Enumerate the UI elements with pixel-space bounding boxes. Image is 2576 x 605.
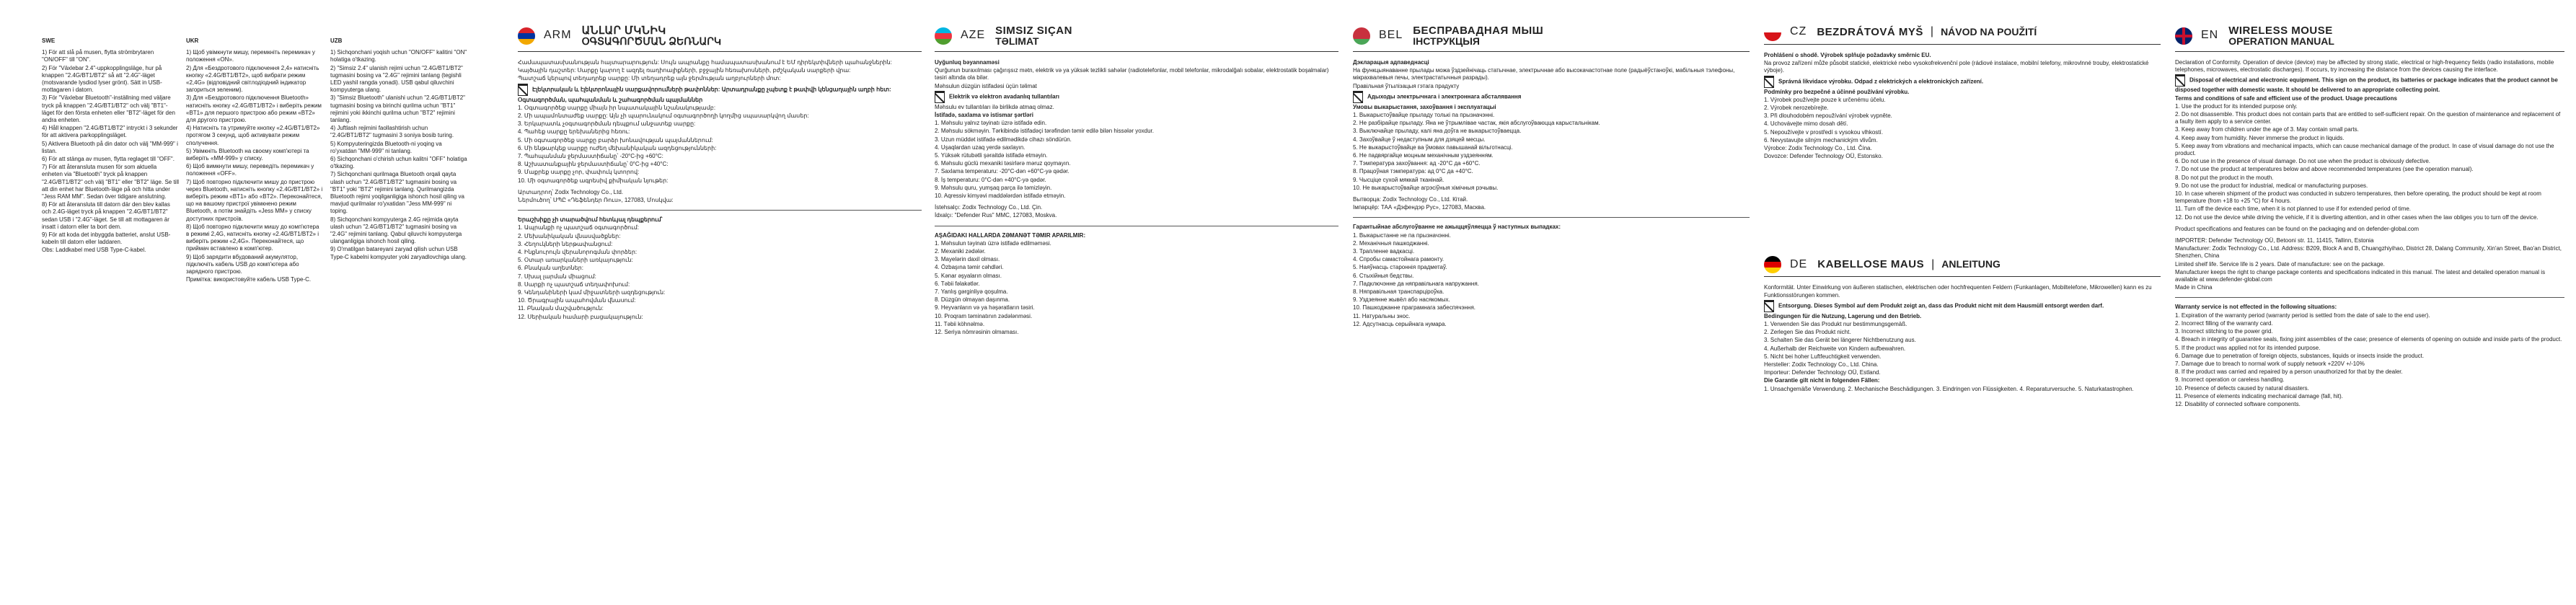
swe-title: SWE	[42, 37, 56, 44]
uk-flag-icon	[2175, 27, 2192, 45]
bel-lines	[1353, 59, 1750, 328]
crossed-bin-icon	[1353, 91, 1363, 103]
cz-line: 1. Výrobek používejte pouze k určenému účelu.	[1764, 96, 1886, 103]
arm-line: 5. Օտար առարկաների առկայություն:	[518, 257, 633, 264]
de-subtitle: ANLEITUNG	[1941, 258, 2001, 270]
bel-line: 4. Спробы самастойнага рамонту.	[1353, 256, 1444, 263]
ukr-line: 8) Щоб повторно підключити мишу до комп'ютера в режимі 2,4G, натисніть кнопку «2.4G/BT1/BT2» і виберіть режим «2,4G». Переконайтеся, що приймач вставлено в комп'ютер.	[186, 223, 319, 252]
swe-line: 9) För att koda det inbyggda batteriet, anslut USB-kabeln till datorn eller laddaren.	[42, 231, 171, 246]
bel-line: 2. Не разбірайце прыладу. Яна не ўтрымлівае частак, якія абслугоўваюцца карыстальнікам.	[1353, 120, 1600, 127]
en-line: Limited shelf life. Service life is 2 years. Date of manufacture: see on the package.	[2175, 260, 2385, 268]
cz-line: 2. Výrobek nerozebírejte.	[1764, 105, 1829, 112]
aze-line: 4. Özbaşına təmir cəhdləri.	[935, 264, 1004, 271]
bel-line: 3. Выключайце прыладу, калі яна доўга не выкарыстоўваецца.	[1353, 128, 1522, 135]
bel-line: На функцыянаванне прылады можа ўздзейнічаць статычнае, электрычнае або высокачастотнае поле (радыёўстаноўкі, мабільныя тэлефоны, мікрахвалевыя печы, электрастатычныя разрады).	[1353, 67, 1735, 81]
aze-line: AŞAĞIDAKI HALLARDA ZƏMANƏT TƏMIR APARILMIR:	[935, 231, 1086, 239]
en-line: Made in China	[2175, 284, 2213, 291]
uzb-lines	[330, 49, 467, 261]
de-line: Bedingungen für die Nutzung, Lagerung und den Betrieb.	[1764, 312, 1922, 319]
bel-title: БЕСПРАВАДНАЯ МЫШ	[1413, 24, 1544, 37]
arm-line: 2. Մեխանիկական վնասվածքներ:	[518, 232, 621, 239]
cz-line: Prohlášení o shodě. Výrobek splňuje požadavky směrnic EU.	[1764, 52, 1931, 58]
aze-column	[935, 0, 1338, 605]
arm-column	[518, 0, 922, 605]
swe-line: 4) Håll knappen "2.4G/BT1/BT2" intryckt i 3 sekunder för att aktivera parkopplingsläget.	[42, 125, 178, 139]
ukr-line: 1) Щоб увімкнути мишу, перемкніть перемикач у положення «ON».	[186, 49, 315, 63]
en-line: 6. Damage due to penetration of foreign objects, substances, liquids or insects inside the product.	[2175, 352, 2425, 359]
aze-line: Məhsulu ev tullantıları ilə birlikdə atmaq olmaz.	[935, 103, 1054, 110]
bel-line: 5. Не выкарыстоўвайце ва ўмовах павышанай вільготнасці.	[1353, 143, 1513, 151]
uzb-line: 2) "Simsiz 2.4" ulanish rejimi uchun "2.4G/BT1/BT2" tugmasini bosing va "2.4G" rejimini tanlang (tegishli LED yashil rangda yonadi). USB qabul qiluvchini kompyuterga ulang.	[330, 64, 463, 94]
cz-line: 6. Nevystavujte silným mechanickým vlivům.	[1764, 136, 1878, 143]
bel-line: Дэкларацыя адпаведнасці	[1353, 59, 1429, 66]
de-line: Entsorgung. Dieses Symbol auf dem Produkt zeigt an, dass das Produkt nicht mit dem Hausmüll entsorgt werden darf.	[1764, 300, 2161, 312]
uzb-title: UZB	[330, 37, 343, 44]
aze-line: 3. Mayelərin daxil olması.	[935, 256, 1000, 263]
arm-line: 11. Բնական մաշվածություն:	[518, 305, 604, 312]
de-lines	[1764, 284, 2161, 392]
arm-line: 1. Օգտագործեք սարքը միայն իր նպատակային նշանակությամբ:	[518, 104, 716, 111]
aze-line: 2. Mexaniki zədələr.	[935, 248, 986, 255]
cz-line: Správná likvidace výrobku. Odpad z elektrických a elektronických zařízení.	[1764, 76, 2161, 88]
arm-line: 3. Հեղուկների ներթափանցում:	[518, 240, 613, 247]
arm-line: Երաշխիքը չի տարածվում հետևյալ դեպքերում՝	[518, 216, 663, 224]
ukr-title: UKR	[186, 37, 199, 44]
en-line: Declaration of Conformity. Operation of device (device) may be affected by strong static, electrical or high-frequency fields (radio installations, mobile telephones, microwaves, electrostatic discharges). If occurs, try increasing the distance from the devices causing the interface.	[2175, 59, 2554, 74]
en-line: 12. Disability of connected software components.	[2175, 400, 2301, 407]
aze-line: 5. Yüksək rütubətli şəraitdə istifadə etməyin.	[935, 152, 1048, 159]
aze-line: 7. Yanlış gərginliyə qoşulma.	[935, 288, 1008, 296]
bel-line: 6. Стыхійныя бедствы.	[1353, 272, 1414, 279]
arm-line: 8. Աշխատանքային ջերմաստիճանը՝ 0°C-ից +40°C:	[518, 161, 669, 168]
en-subtitle: OPERATION MANUAL	[2228, 35, 2334, 47]
aze-line: 10. Aqressiv kimyəvi maddələrdən istifadə etməyin.	[935, 193, 1066, 200]
cz-line: 4. Uchovávejte mimo dosah dětí.	[1764, 120, 1848, 128]
swe-line: 2) För "Växlebar 2.4"-uppkopplingsläge, hur på knappen "2.4G/BT1/BT2" så att "2.4G"-läget (motsvarande lysdiod lyser grönt). Sätt in USB-mottagaren i datorn.	[42, 64, 162, 94]
de-separator: |	[1931, 257, 1935, 270]
aze-line: Məhsulun düzgün istifadəsi üçün təlimat	[935, 82, 1037, 89]
arm-line: 9. Մաքրեք սարքը չոր, փափուկ կտորով:	[518, 169, 640, 176]
en-line: 6. Do not use in the presence of visual damage. Do not use when the product is obviously defective.	[2175, 158, 2430, 165]
bel-line: 7. Падключэнне да няправільнага напружання.	[1353, 280, 1479, 287]
en-header	[2175, 20, 2564, 52]
aze-line: 1. Məhsulun təyinatı üzrə istifadə edilməməsi.	[935, 239, 1051, 247]
ukr-line: 5) Увімкніть Bluetooth на своєму комп'ютері та виберіть «MM-999» у списку.	[186, 147, 309, 162]
aze-line: 9. Heyvanların və ya həşəratların təsiri.	[935, 304, 1035, 312]
de-code: DE	[1790, 257, 1808, 270]
arm-line: 8. Սարքի ոչ պատշաճ տեղափոխում:	[518, 281, 630, 288]
cz-line: Na provoz zařízení může působit statické, elektrické nebo vysokofrekvenční pole (rádiové instalace, mobilní telefony, mikrovlnné trouby, elektrostatické výboje).	[1764, 60, 2149, 74]
arm-line: 4. Ինքնուրույն վերանորոգման փորձեր:	[518, 249, 638, 256]
bel-line: Гарантыйнае абслугоўванне не ажыццяўляецца ў наступных выпадках:	[1353, 224, 1561, 231]
uzb-line: 5) Kompyuteringizda Bluetooth-ni yoqing va ro'yxatdan "MM-999" ni tanlang.	[330, 140, 442, 154]
bel-line: 11. Натуральны знос.	[1353, 312, 1411, 319]
aze-line: 3. Uzun müddət istifadə edilmədikdə cihazı söndürün.	[935, 136, 1072, 143]
swe-line: 1) För att slå på musen, flytta strömbrytaren "ON/OFF" till "ON".	[42, 49, 154, 63]
en-divider	[2175, 297, 2564, 298]
arm-line: Համապատասխանության հայտարարություն: Սույն ապրանքը համապատասխանում է ԵՄ դիրեկտիվների պահանջներին:	[518, 59, 892, 66]
en-line: 11. Turn off the device each time, when it is not planned to use if for extended period of time.	[2175, 206, 2412, 213]
bel-line: 9. Уздзеянне жывёл або насякомых.	[1353, 296, 1450, 304]
bel-line: 1. Выкарыстанне не па прызначэнні.	[1353, 231, 1451, 239]
cz-title: BEZDRÁTOVÁ MYŠ	[1817, 26, 1923, 38]
ukr-column	[186, 37, 323, 605]
en-title: WIRELESS MOUSE	[2228, 24, 2333, 37]
aze-line: Qurğunun buraxılması çağırışsız mətn, elektrik və ya yüksək tezlikli sahələr (radiotelefonlar, mobil telefonlar, mikrodalğalı sobalar, elektrostatik boşalmalar) təsiri altında ola bilər.	[935, 67, 1329, 81]
arm-line: 10. Մի օգտագործեք ագրեսիվ քիմիական նյութեր:	[518, 177, 669, 184]
arm-line: 9. Կենդանիների կամ միջատների ազդեցություն:	[518, 289, 666, 296]
aze-line: İstehsalçı: Zodix Technology Co., Ltd. Çin.	[935, 204, 1043, 211]
en-line: 3. Incorrect stitching to the power grid.	[2175, 328, 2273, 335]
aze-line: 11. Təbii köhnəlmə.	[935, 320, 985, 327]
czech-flag-icon	[1764, 24, 1781, 41]
arm-title: ԱՆԼԱՐ ՄԿՆԻԿ	[581, 24, 666, 37]
de-line: Die Garantie gilt nicht in folgenden Fällen:	[1764, 377, 1880, 384]
uzb-line: 8) Sichqonchani kompyuterga 2.4G rejimida qayta ulash uchun "2.4G/BT1/BT2" tugmasini bosing va "2.4G" rejimini tanlang. Qabul qiluvchi kompyuterga ulanganligiga ishonch hosil qiling.	[330, 216, 462, 245]
swe-column	[42, 37, 179, 605]
en-line: Disposal of electrical and electronic equipment. This sign on the product, its batteries or package indicates that the product cannot be disposed together with domestic waste. It should be delivered to an appropriate collecting point.	[2175, 74, 2564, 94]
arm-line: 5. Մի օգտագործեք սարքը բարձր խոնավության պայմաններում:	[518, 136, 713, 143]
de-line: 1. Unsachgemäße Verwendung. 2. Mechanische Beschädigungen. 3. Eindringen von Flüssigkeiten. 4. Reparaturversuche. 5. Naturkatastrophen.	[1764, 385, 2134, 392]
arm-line: 2. Մի ապամոնտաժեք սարքը: Այն չի պարունակում օգտագործողի կողմից սպասարկվող մասեր:	[518, 112, 809, 120]
bel-line: 9. Чысціце сухой мяккай тканінай.	[1353, 176, 1444, 183]
bel-line: 7. Тэмпература захоўвання: ад -20°C да +60°C.	[1353, 160, 1481, 167]
bel-line: 1. Выкарыстоўвайце прыладу толькі па прызначэнні.	[1353, 112, 1495, 119]
de-line: 4. Außerhalb der Reichweite von Kindern aufbewahren.	[1764, 345, 1906, 352]
bel-line: 6. Не падвяргайце моцным механічным уздзеянням.	[1353, 152, 1494, 159]
arm-code: ARM	[544, 29, 572, 42]
arm-line: 4. Պահեք սարքը երեխաներից հեռու:	[518, 128, 630, 136]
en-lines	[2175, 59, 2564, 408]
bel-line: 4. Захоўвайце ў недаступным для дзяцей месцы.	[1353, 136, 1486, 143]
arm-header	[518, 20, 922, 52]
aze-line: 2. Məhsulu sökməyin. Tərkibində istifadəçi tərəfindən təmir edilə bilən hissələr yoxdur.	[935, 128, 1155, 135]
cz-line: Dovozce: Defender Technology OÜ, Estonsko.	[1764, 153, 1883, 160]
bel-subtitle: ІНСТРУКЦЫЯ	[1413, 35, 1480, 47]
aze-lines	[935, 59, 1338, 336]
de-line: 3. Schalten Sie das Gerät bei längerer Nichtbenutzung aus.	[1764, 337, 1916, 344]
en-line: Terms and conditions of safe and efficient use of the product. Usage precautions	[2175, 94, 2397, 102]
arm-line: 1. Ապրանքի ոչ պատշաճ օգտագործում:	[518, 224, 640, 231]
swe-line: Obs: Laddkabel med USB Type-C-kabel.	[42, 247, 146, 254]
de-line: Hersteller: Zodix Technology Co., Ltd. China.	[1764, 361, 1879, 368]
bel-line: 8. Працоўная тэмпература: ад 0°C да +40°C.	[1353, 168, 1473, 175]
cz-line: 3. Při dlouhodobém nepoužívání výrobek vypněte.	[1764, 112, 1892, 120]
en-line: IMPORTER: Defender Technology OÜ, Betooni str. 11, 11415, Tallinn, Estonia	[2175, 237, 2374, 244]
bel-line: Вытворца: Zodix Technology Co., Ltd. Кітай.	[1353, 196, 1468, 203]
aze-subtitle: TƏLIMAT	[995, 35, 1039, 47]
bel-line: Адыходы электрычнага і электроннага абсталявання	[1353, 91, 1750, 103]
uzb-line: 3) "Simsiz Bluetooth" ulanishi uchun "2.4G/BT1/BT2" tugmasini bosing va birinchi qurilma uchun "BT1" rejimini yoki ikkinchi qurilma uchun "BT2" rejimini tanlang.	[330, 94, 466, 124]
swe-line: 8) För att återansluta till datorn där den blev kallas och 2.4G-läget tryck på knappen "2.4G/BT1/BT2" sedan USB i "2.4G"-läget. Se till att mottagaren är insatt i datorn eller ta bort dem.	[42, 201, 170, 230]
en-line: Warranty service is not effected in the following situations:	[2175, 304, 2337, 311]
azerbaijan-flag-icon	[935, 27, 952, 45]
bel-line: 5. Наяўнасць староннія прадметаў.	[1353, 264, 1447, 271]
aze-title: SIMSIZ SIÇAN	[995, 24, 1072, 37]
ukr-line: Примітка: використовуйте кабель USB Type-C.	[186, 276, 312, 283]
arm-line: Պատշաճ կերպով տեղադրեք սարքը: Մի տեղադրեք այն ջերմության աղբյուրների մոտ:	[518, 75, 781, 82]
en-line: 9. Incorrect operation or careless handling.	[2175, 376, 2285, 384]
arm-line: Էլեկտրական և էլեկտրոնային սարքավորումների թափոններ: Արտադրանքը չպետք է թափվի կենցաղային աղբի հետ:	[518, 84, 922, 96]
uzb-line: 9) O'rnatilgan batareyani zaryad qilish uchun USB Type-C kabelni kompyuter yoki zaryadlovchiga ulang.	[330, 246, 467, 260]
aze-line: 5. Kənar əşyaların olması.	[935, 272, 1002, 279]
arm-subtitle: ՕԳՏԱԳՈՐԾՄԱՆ ՁԵՌՆԱՐԿ	[581, 35, 722, 47]
arm-line: 10. Ծրագրային ապահովման վնասում:	[518, 297, 636, 304]
uzb-line: 4) Juftlash rejimini faollashtirish uchun "2.4G/BT1/BT2" tugmasini 3 soniya bosib turing.	[330, 125, 454, 139]
bel-line: 2. Механічныя пашкоджанні.	[1353, 239, 1429, 247]
arm-line: 12. Սերիական համարի բացակայություն:	[518, 313, 643, 320]
ukr-line: 7) Щоб повторно підключити мишу до пристрою через Bluetooth, натисніть кнопку «2.4G/BT1/BT2» і виберіть режим «BT1» або «BT2». Переконайтеся, що на вашому пристрої увімкнено режим Bluetooth, а потім знайдіть «Jess MM» у списку доступних пристроїв.	[186, 178, 323, 222]
aze-line: Elektrik və elektron avadanlıq tullantıları	[935, 91, 1338, 103]
bel-column	[1353, 0, 1750, 605]
en-line: 10. Presence of defects caused by natural disasters.	[2175, 384, 2309, 392]
bel-line: 8. Няправільная транспарціроўка.	[1353, 288, 1444, 296]
aze-line: 7. Saxlama temperaturu: -20°C-dən +60°C-yə qədər.	[935, 168, 1069, 175]
en-line: 9. Do not use the product for industrial, medical or manufacturing purposes.	[2175, 182, 2368, 189]
en-line: 12. Do not use the device while driving the vehicle, if it is diverting attention, and in other cases when the law obliges you to turn off the device.	[2175, 213, 2538, 221]
crossed-bin-icon	[1764, 76, 1774, 88]
uzb-column	[330, 37, 467, 605]
cz-separator: |	[1930, 25, 1934, 38]
cz-header	[1764, 20, 2161, 45]
de-header	[1764, 252, 2161, 277]
cz-line: 5. Nepoužívejte v prostředí s vysokou vlhkostí.	[1764, 128, 1883, 136]
arm-lines	[518, 59, 922, 321]
aze-line: 1. Məhsulu yalnız təyinatı üzrə istifadə edin.	[935, 120, 1047, 127]
aze-line: 10. Proqram təminatının zədələnməsi.	[935, 312, 1033, 319]
swe-lines	[42, 49, 179, 254]
aze-line: 6. Təbii fəlakətlər.	[935, 280, 980, 287]
en-column	[2175, 0, 2564, 605]
arm-line: Ներմուծող՝ ՍՊԸ «Դեֆենդեր Ռուս», 127083, Մոսկվա:	[518, 197, 674, 204]
ukr-line: 4) Натисніть та утримуйте кнопку «2.4G/BT1/BT2» протягом 3 секунд, щоб активувати режим сполучення.	[186, 125, 320, 146]
bel-line: 10. Не выкарыстоўвайце агрэсіўныя хімічныя рэчывы.	[1353, 184, 1499, 191]
ukr-line: 6) Щоб вимкнути мишу, переведіть перемикач у положення «OFF».	[186, 163, 314, 177]
swe-line: 7) För att återansluta musen för som aktuella enheten via "Bluetooth" tryck på knappen "2.4G/BT1/BT2" och välj "BT1" eller "BT2" läge. Se till att din enhet har Bluetooth-läge på och hitta under "Jess RAM MM". Sedan över tidigare anslutning.	[42, 164, 179, 200]
en-line: Product specifications and features can be found on the packaging and on defender-global.com	[2175, 225, 2420, 232]
swe-line: 6) För att stänga av musen, flytta reglaget till "OFF".	[42, 156, 175, 163]
crossed-bin-icon	[518, 84, 528, 96]
ukr-line: 2) Для «Бездротового підключення 2,4» натисніть кнопку «2.4G/BT1/BT2», щоб вибрати режим «2,4G» (відповідний світлодіодний індикатор загориться зеленим).	[186, 64, 319, 94]
arm-line: Արտադրող՝ Zodix Technology Co., Ltd.	[518, 188, 623, 195]
de-line: Importeur: Defender Technology OÜ, Estland.	[1764, 369, 1881, 376]
arm-divider	[518, 210, 922, 211]
bel-line: Умовы выкарыстання, захоўвання і эксплуатацыі	[1353, 103, 1496, 110]
en-line: 7. Damage due to breach to normal work of supply network +220V +/-10%	[2175, 360, 2365, 367]
bel-line: 12. Адсутнасць серыйнага нумара.	[1353, 320, 1447, 327]
arm-line: 3. Երկարատև չօգտագործման դեպքում անջատեք սարքը:	[518, 120, 696, 128]
aze-line: Uyğunluq bəyannaməsi	[935, 59, 1000, 66]
aze-line: 12. Seriya nömrəsinin olmaması.	[935, 329, 1019, 336]
en-line: 4. Keep away from humidity. Never immerse the product in liquids.	[2175, 134, 2345, 141]
en-code: EN	[2201, 29, 2219, 42]
aze-line: İdxalçı: "Defender Rus" MMC, 127083, Moskva.	[935, 212, 1057, 219]
en-line: 11. Presence of elements indicating mechanical damage (fall, hit).	[2175, 392, 2343, 399]
aze-line: 8. Düzgün olmayan daşınma.	[935, 296, 1010, 304]
germany-flag-icon	[1764, 256, 1781, 273]
armenia-flag-icon	[518, 27, 535, 45]
en-line: 5. Keep away from vibrations and mechanical impacts, which can cause mechanical damage of the product. In case of visual damage do not use the product.	[2175, 142, 2554, 157]
en-line: 1. Expiration of the warranty period (warranty period is settled from the date of sale to the end user).	[2175, 312, 2430, 319]
aze-line: 8. İş temperaturu: 0°C-dən +40°C-yə qədər.	[935, 176, 1046, 183]
cz-line: Podmínky pro bezpečné a účinné používání výrobku.	[1764, 88, 1910, 95]
belarus-flag-icon	[1353, 27, 1370, 45]
swe-line: 5) Aktivera Bluetooth på din dator och välj "MM-999" i listan.	[42, 140, 178, 154]
arm-line: Օգտագործման, պահպանման և շահագործման պայմաններ	[518, 96, 703, 103]
uzb-line: 7) Sichqonchani qurilmaga Bluetooth orqali qayta ulash uchun "2.4G/BT1/BT2" tugmasini bosing va "BT1" yoki "BT2" rejimini tanlang. Qurilmangizda Bluetooth rejimi yoqilganligiga ishonch hosil qiling va mavjud qurilmalar ro'yxatidan "Jess MM-999" ni toping.	[330, 171, 464, 215]
aze-code: AZE	[961, 29, 986, 42]
en-line: 5. If the product was applied not for its intended purpose.	[2175, 344, 2321, 351]
swe-line: 3) För "Växlebar Bluetooth"-inställning med väljare tryck på knappen "2.4G/BT1/BT2" och välj "BT1"-läget för den första enheten eller "BT2"-läget för den andra enheten.	[42, 94, 175, 124]
de-line: 5. Nicht bei hoher Luftfeuchtigkeit verwenden.	[1764, 353, 1882, 360]
en-line: 4. Breach in integrity of guarantee seals, fixing joint assemblies of the case; presence of elements of opening on outside and inside parts of the product.	[2175, 336, 2562, 343]
arm-line: 7. Սխալ լարման միացում:	[518, 273, 596, 280]
aze-line: 4. Uşaqlardan uzaq yerdə saxlayın.	[935, 143, 1025, 151]
bel-header	[1353, 20, 1750, 52]
aze-line: 9. Məhsulu quru, yumşaq parça ilə təmizləyin.	[935, 184, 1052, 191]
en-line: Manufacturer keeps the right to change package contents and specifications indicated in this manual. The latest and detailed operation manual is available at www.defender-global.com	[2175, 268, 2546, 283]
cz-line: Výrobce: Zodix Technology Co., Ltd. Čína.	[1764, 145, 1872, 152]
crossed-bin-icon	[2175, 74, 2185, 87]
cz-de-column	[1764, 0, 2161, 605]
cz-lines	[1764, 52, 2161, 160]
bel-code: BEL	[1379, 29, 1403, 42]
en-line: 8. If the product was carried and repaired by a person unauthorized for that by the dealer.	[2175, 368, 2403, 376]
en-line: 3. Keep away from children under the age of 3. May contain small parts.	[2175, 126, 2359, 133]
crossed-bin-icon	[1764, 300, 1774, 312]
uzb-line: 6) Sichqonchani o'chirish uchun kalitni "OFF" holatiga o'tkazing.	[330, 156, 467, 170]
de-title: KABELLOSE MAUS	[1817, 258, 1925, 271]
ukr-line: 3) Для «Бездротового підключення Bluetooth» натисніть кнопку «2.4G/BT1/BT2» і виберіть режим «BT1» для першого пристрою або режим «BT2» для другого пристрою.	[186, 94, 322, 124]
aze-header	[935, 20, 1338, 52]
bel-divider	[1353, 217, 1750, 218]
en-line: 7. Do not use the product at temperatures below and above recommended temperatures (see the operation manual).	[2175, 166, 2474, 173]
cz-subtitle: NÁVOD NA POUŽITÍ	[1941, 26, 2037, 37]
ukr-lines	[186, 49, 323, 283]
ukr-line: 9) Щоб зарядити вбудований акумулятор, підключіть кабель USB до комп'ютера або зарядного пристрою.	[186, 253, 299, 275]
en-line: 2. Incorrect filling of the warranty card.	[2175, 319, 2273, 327]
bel-line: 10. Пашкоджанне праграмнага забеспячэння.	[1353, 304, 1476, 312]
arm-line: 7. Պահպանման ջերմաստիճանը՝ -20°C-ից +60°C:	[518, 153, 663, 160]
aze-line: 6. Məhsulu güclü mexaniki təsirlərə məruz qoymayın.	[935, 160, 1071, 167]
aze-line: İstifadə, saxlama və istismar şərtləri	[935, 112, 1033, 119]
en-line: Manufacturer: Zodix Technology Co., Ltd. Address: B209, Block A and B, Chuangzhiyihao, District 28, Dalang Community, Xin'an Street, Bao'an District, Shenzhen, China	[2175, 245, 2562, 260]
bel-line: 3. Трапленне вадкасці.	[1353, 248, 1415, 255]
crossed-bin-icon	[935, 91, 945, 103]
en-line: 2. Do not disassemble. This product does not contain parts that are entitled to self-sufficient repair. On the question of maintenance and replacement of a faulty item apply to a service center.	[2175, 111, 2561, 125]
uzb-line: 1) Sichqonchani yoqish uchun "ON/OFF" kalitini "ON" holatiga o'tkazing.	[330, 49, 467, 63]
cz-code: CZ	[1790, 25, 1807, 38]
de-line: 2. Zerlegen Sie das Produkt nicht.	[1764, 329, 1851, 336]
en-line: 1. Use the product for its intended purpose only.	[2175, 102, 2298, 110]
bel-line: Правільная ўтылізацыя гэтага прадукту	[1353, 82, 1460, 89]
arm-line: 6. Բնական աղետներ:	[518, 265, 583, 272]
arm-line: Կայծային դաշտեր: Սարքը կարող է ազդել ռադիոալիքների, բջջային հեռախոսների, բժշկական սարքերի վրա:	[518, 67, 851, 74]
de-line: Konformität. Unter Einwirkung von äußeren statischen, elektrischen oder hochfrequenten Feldern (Funkanlagen, Mobiltelefone, Mikrowellen) kann es zu Funktionsstörungen kommen.	[1764, 284, 2152, 299]
arm-line: 6. Մի ենթարկեք սարքը ուժեղ մեխանիկական ազդեցությունների:	[518, 144, 717, 151]
en-line: 10. In case wherein shipment of the product was conducted in subzero temperatures, then before operating, the product should be kept at room temperature (from +18 to +25 °C) for 4 hours.	[2175, 190, 2541, 205]
en-line: 8. Do not put the product in the mouth.	[2175, 174, 2274, 181]
bel-line: Імпарцёр: ТАА «Дэфендэр Рус», 127083, Масква.	[1353, 204, 1486, 211]
de-line: 1. Verwenden Sie das Produkt nur bestimmungsgemäß.	[1764, 321, 1907, 328]
